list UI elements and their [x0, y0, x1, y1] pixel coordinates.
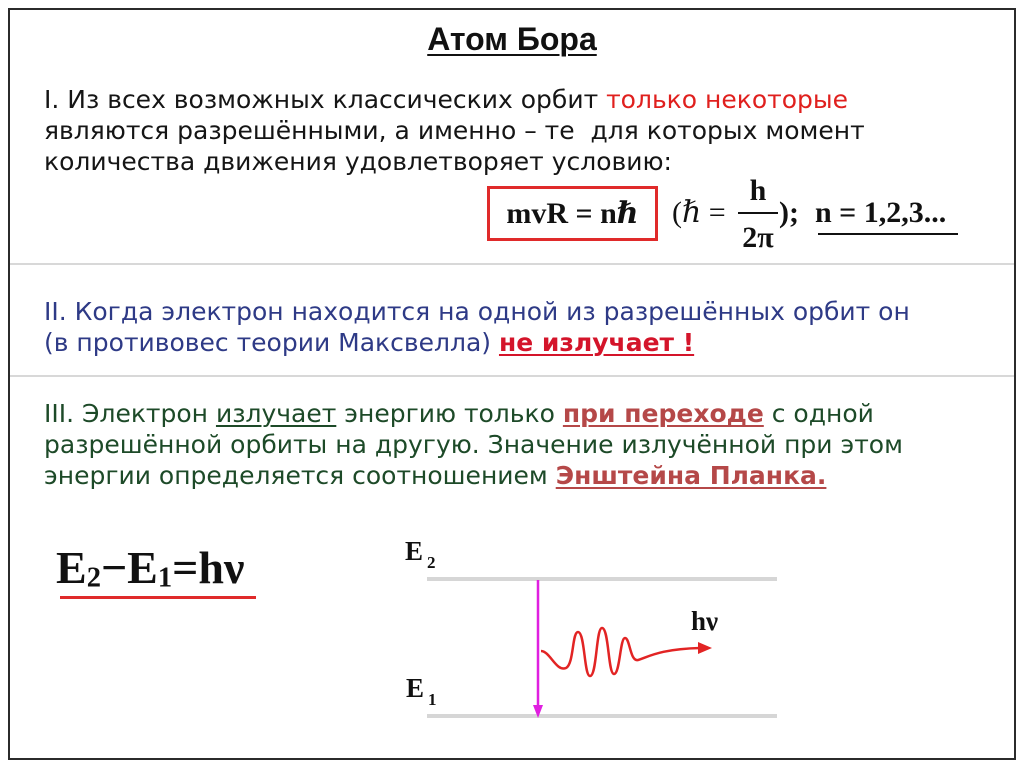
- section-separator-2: [10, 375, 1014, 377]
- quantum-numbers: n = 1,2,3...: [815, 196, 947, 229]
- postulate-1-line-3: количества движения удовлетворяет условию:: [44, 147, 672, 176]
- section-separator-1: [10, 263, 1014, 265]
- photon-label: hν: [691, 606, 719, 636]
- slide-title-text: Атом Бора: [427, 21, 597, 57]
- postulate-3-emphasis-transition: при переходе: [562, 399, 764, 428]
- postulate-2-line-2: [44, 327, 910, 358]
- formula-photon-energy: hν: [198, 542, 245, 593]
- lower-level-symbol: E: [406, 673, 425, 703]
- formula-minus-sign: −: [100, 542, 128, 593]
- postulate-2-emphasis: не излучает !: [498, 328, 695, 357]
- postulate-3: [44, 398, 903, 491]
- postulate-3-line-1-start: III. Электрон: [44, 399, 216, 428]
- postulate-3-line-3-text: энергии определяется соотношением: [44, 461, 556, 490]
- angular-momentum-formula-box: [487, 186, 658, 241]
- postulate-3-line-3: [44, 460, 903, 491]
- formula-upper-subscript: 2: [86, 562, 101, 594]
- postulate-2-line-1: II. Когда электрон находится на одной из разрешённых орбит он: [44, 297, 910, 326]
- postulate-3-line-1-end: с одной: [763, 399, 874, 428]
- postulate-1-line-1-text: I. Из всех возможных классических орбит: [44, 85, 607, 114]
- postulate-3-line-1: [44, 398, 903, 429]
- formula-lower-subscript: 1: [157, 562, 173, 594]
- energy-transition-formula: [56, 542, 245, 594]
- postulate-1-line-2: являются разрешёнными, а именно – те для которых момент: [44, 116, 865, 145]
- slide-title: [0, 23, 1024, 55]
- fraction-numerator: h: [749, 174, 767, 207]
- energy-level-diagram: [380, 525, 800, 725]
- postulate-3-line-2: разрешённой орбиты на другую. Значение излучённой при этом: [44, 430, 903, 459]
- angular-momentum-formula: mvR = nℏ: [506, 196, 639, 230]
- upper-level-subscript: 2: [427, 553, 436, 572]
- formula-upper-energy: E: [56, 542, 87, 593]
- postulate-2-line-2-text: (в противовес теории Максвелла): [44, 328, 499, 357]
- fraction-denominator: 2π: [742, 221, 774, 254]
- postulate-3-emphasis-relation: Энштейна Планка.: [555, 461, 827, 490]
- photon-arrow-head: [698, 642, 712, 654]
- fraction-bar: [738, 212, 778, 214]
- quantum-numbers-underline: [818, 233, 958, 235]
- postulate-1-line-1: [44, 84, 865, 115]
- formula-lower-energy: E: [127, 542, 158, 593]
- postulate-2: [44, 296, 910, 358]
- lower-level-subscript: 1: [428, 690, 437, 709]
- postulate-3-line-1-middle: энергию только: [336, 399, 563, 428]
- formula-equals-sign: =: [172, 542, 199, 593]
- postulate-1: [44, 84, 865, 177]
- hbar-definition-close: );: [779, 196, 799, 229]
- postulate-1-highlight: только некоторые: [606, 85, 848, 114]
- energy-formula-underline: [60, 596, 256, 599]
- postulate-3-underlined-word: излучает: [215, 399, 337, 428]
- photon-wave: [541, 628, 700, 676]
- upper-level-symbol: E: [405, 536, 424, 566]
- hbar-definition-open: (ℏ =: [672, 196, 726, 229]
